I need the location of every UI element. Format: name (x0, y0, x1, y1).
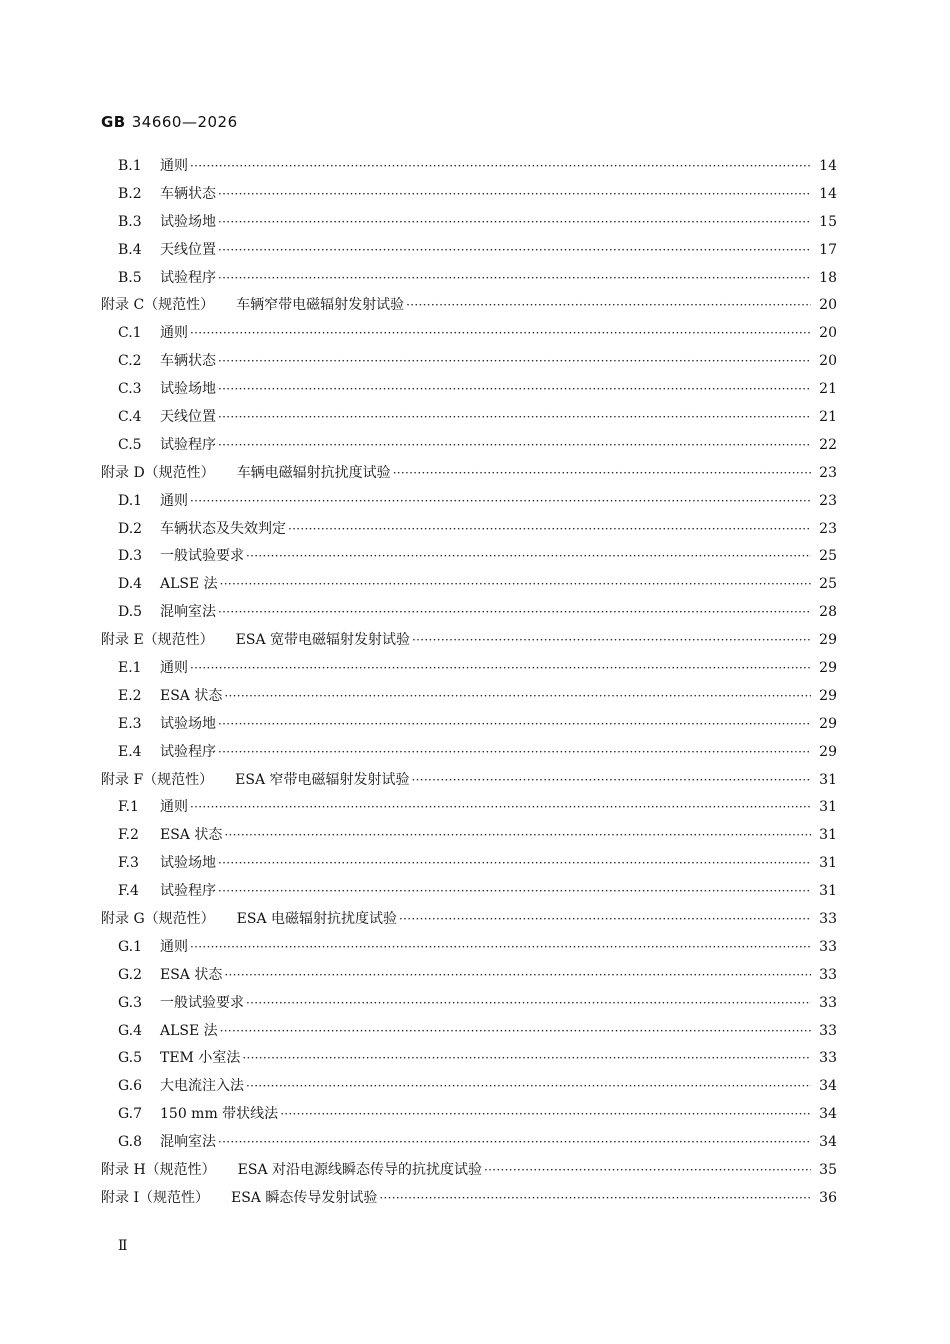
toc-entry-code: B.4 (118, 241, 142, 258)
toc-entry-code: C.2 (118, 353, 142, 370)
toc-leader-dots (412, 634, 811, 646)
toc-entry-page: 20 (819, 325, 837, 342)
toc-leader-dots (190, 662, 811, 674)
toc-leader-dots (190, 160, 811, 172)
toc-appendix-entry[interactable] (101, 291, 837, 319)
toc-leader-dots (190, 941, 811, 953)
toc-entry-page: 20 (819, 353, 837, 370)
toc-section-entry[interactable] (101, 849, 837, 877)
toc-leader-dots (190, 801, 811, 813)
toc-entry-code: F.4 (118, 883, 139, 900)
toc-leader-dots (246, 550, 811, 562)
toc-entry-title: 通则 (160, 157, 188, 174)
toc-entry-code: G.7 (118, 1106, 143, 1123)
toc-entry-page: 14 (819, 157, 837, 174)
toc-entry-page: 29 (819, 687, 837, 704)
toc-entry-code: 附录 E（规范性） (101, 632, 214, 649)
toc-entry-page: 29 (819, 743, 837, 760)
toc-entry-title: 通则 (160, 799, 188, 816)
toc-section-entry[interactable] (101, 654, 837, 682)
toc-leader-dots (218, 411, 811, 423)
toc-section-entry[interactable] (101, 933, 837, 961)
toc-entry-code: G.6 (118, 1078, 143, 1095)
toc-entry-title: ESA 瞬态传导发射试验 (230, 1189, 378, 1206)
table-of-contents (101, 152, 837, 1212)
toc-entry-page: 28 (819, 604, 837, 621)
toc-entry-title: 混响室法 (160, 1134, 216, 1151)
toc-appendix-entry[interactable] (101, 626, 837, 654)
toc-leader-dots (220, 578, 811, 590)
toc-entry-title: 试验场地 (160, 213, 216, 230)
toc-leader-dots (484, 1164, 811, 1176)
page-number: Ⅱ (118, 1238, 128, 1254)
toc-entry-title: 一般试验要求 (160, 994, 244, 1011)
toc-entry-page: 33 (819, 910, 837, 927)
toc-leader-dots (218, 355, 811, 367)
toc-section-entry[interactable] (101, 682, 837, 710)
toc-entry-title: 车辆窄带电磁辐射发射试验 (236, 297, 405, 314)
toc-entry-title: 车辆状态 (160, 185, 216, 202)
toc-entry-code: B.2 (118, 185, 142, 202)
toc-appendix-entry[interactable] (101, 1184, 837, 1212)
toc-leader-dots (218, 746, 811, 758)
toc-entry-title: ALSE 法 (160, 1022, 218, 1039)
toc-leader-dots (224, 690, 811, 702)
toc-entry-code: F.2 (118, 827, 139, 844)
toc-leader-dots (399, 913, 811, 925)
toc-entry-title: 150 mm 带状线法 (160, 1106, 279, 1123)
toc-section-entry[interactable] (101, 347, 837, 375)
toc-section-entry[interactable] (101, 821, 837, 849)
toc-section-entry[interactable] (101, 961, 837, 989)
toc-leader-dots (218, 383, 811, 395)
toc-entry-code: D.5 (118, 604, 143, 621)
toc-leader-dots (280, 1108, 811, 1120)
toc-entry-title: 试验场地 (160, 381, 216, 398)
toc-entry-page: 21 (819, 408, 837, 425)
toc-entry-code: G.4 (118, 1022, 143, 1039)
toc-section-entry[interactable] (101, 487, 837, 515)
toc-entry-code: G.5 (118, 1050, 143, 1067)
toc-entry-title: 天线位置 (160, 408, 216, 425)
toc-leader-dots (220, 1025, 811, 1037)
toc-entry-code: B.1 (118, 157, 142, 174)
toc-appendix-entry[interactable] (101, 1156, 837, 1184)
toc-entry-page: 31 (819, 827, 837, 844)
toc-entry-title: 一般试验要求 (160, 548, 244, 565)
toc-entry-page: 29 (819, 659, 837, 676)
toc-entry-code: 附录 I（规范性） (101, 1189, 209, 1206)
toc-entry-title: 试验程序 (160, 743, 216, 760)
toc-entry-page: 33 (819, 1050, 837, 1067)
toc-entry-title: ESA 电磁辐射抗扰度试验 (236, 910, 398, 927)
toc-leader-dots (218, 606, 811, 618)
toc-entry-code: E.2 (118, 687, 142, 704)
toc-entry-code: C.3 (118, 381, 142, 398)
toc-entry-title: ESA 状态 (160, 966, 223, 983)
toc-section-entry[interactable] (101, 1017, 837, 1045)
toc-section-entry[interactable] (101, 989, 837, 1017)
toc-section-entry[interactable] (101, 236, 837, 264)
toc-leader-dots (190, 327, 811, 339)
toc-entry-title: 通则 (160, 325, 188, 342)
toc-leader-dots (242, 1052, 811, 1064)
toc-entry-page: 33 (819, 938, 837, 955)
toc-entry-code: D.1 (118, 492, 143, 509)
toc-section-entry[interactable] (101, 738, 837, 766)
toc-entry-title: 车辆电磁辐射抗扰度试验 (236, 464, 391, 481)
toc-entry-page: 25 (819, 576, 837, 593)
toc-leader-dots (190, 495, 811, 507)
toc-entry-page: 20 (819, 297, 837, 314)
toc-section-entry[interactable] (101, 431, 837, 459)
toc-entry-page: 36 (819, 1189, 837, 1206)
toc-section-entry[interactable] (101, 793, 837, 821)
toc-entry-code: C.1 (118, 325, 142, 342)
toc-leader-dots (218, 244, 811, 256)
toc-entry-page: 29 (819, 632, 837, 649)
toc-leader-dots (218, 188, 811, 200)
toc-entry-title: 试验程序 (160, 436, 216, 453)
toc-section-entry[interactable] (101, 264, 837, 292)
toc-entry-title: ESA 窄带电磁辐射发射试验 (235, 771, 410, 788)
toc-entry-page: 25 (819, 548, 837, 565)
toc-entry-title: ESA 状态 (160, 827, 223, 844)
toc-section-entry[interactable] (101, 570, 837, 598)
toc-leader-dots (218, 272, 811, 284)
toc-entry-code: B.5 (118, 269, 142, 286)
toc-entry-code: B.3 (118, 213, 142, 230)
toc-section-entry[interactable] (101, 152, 837, 180)
toc-entry-title: 试验程序 (160, 269, 216, 286)
toc-section-entry[interactable] (101, 1045, 837, 1073)
toc-entry-page: 23 (819, 464, 837, 481)
toc-entry-page: 33 (819, 1022, 837, 1039)
toc-entry-page: 31 (819, 855, 837, 872)
toc-entry-code: D.3 (118, 548, 143, 565)
toc-leader-dots (288, 523, 811, 535)
toc-entry-title: 大电流注入法 (160, 1078, 244, 1095)
toc-entry-page: 34 (819, 1106, 837, 1123)
toc-entry-title: 试验场地 (160, 715, 216, 732)
toc-entry-page: 17 (819, 241, 837, 258)
toc-entry-title: 试验场地 (160, 855, 216, 872)
toc-entry-title: 通则 (160, 659, 188, 676)
toc-section-entry[interactable] (101, 1128, 837, 1156)
toc-entry-page: 31 (819, 771, 837, 788)
toc-entry-code: F.3 (118, 855, 139, 872)
toc-entry-page: 33 (819, 966, 837, 983)
toc-entry-page: 22 (819, 436, 837, 453)
toc-entry-page: 31 (819, 799, 837, 816)
toc-entry-page: 34 (819, 1078, 837, 1095)
toc-entry-code: 附录 D（规范性） (101, 464, 215, 481)
toc-entry-title: TEM 小室法 (160, 1050, 241, 1067)
toc-entry-code: C.4 (118, 408, 142, 425)
toc-entry-code: G.1 (118, 938, 143, 955)
toc-leader-dots (218, 216, 811, 228)
toc-leader-dots (218, 857, 811, 869)
toc-entry-code: 附录 C（规范性） (101, 297, 215, 314)
toc-entry-title: ALSE 法 (160, 576, 218, 593)
toc-entry-page: 35 (819, 1162, 837, 1178)
toc-section-entry[interactable] (101, 208, 837, 236)
toc-leader-dots (218, 885, 811, 897)
toc-appendix-entry[interactable] (101, 459, 837, 487)
toc-section-entry[interactable] (101, 515, 837, 543)
toc-entry-code: E.1 (118, 659, 142, 676)
toc-entry-page: 33 (819, 994, 837, 1011)
toc-entry-code: D.2 (118, 520, 143, 537)
toc-entry-title: ESA 对沿电源线瞬态传导的抗扰度试验 (237, 1162, 483, 1178)
toc-leader-dots (218, 439, 811, 451)
standard-prefix: GB (101, 113, 126, 131)
toc-entry-page: 18 (819, 269, 837, 286)
toc-entry-page: 34 (819, 1134, 837, 1151)
toc-entry-code: E.3 (118, 715, 142, 732)
toc-entry-page: 23 (819, 492, 837, 509)
toc-section-entry[interactable] (101, 180, 837, 208)
toc-leader-dots (406, 299, 811, 311)
toc-section-entry[interactable] (101, 1100, 837, 1128)
toc-entry-title: 混响室法 (160, 604, 216, 621)
toc-entry-page: 31 (819, 883, 837, 900)
toc-entry-page: 14 (819, 185, 837, 202)
toc-section-entry[interactable] (101, 542, 837, 570)
toc-entry-title: 车辆状态 (160, 353, 216, 370)
toc-entry-title: 试验程序 (160, 883, 216, 900)
toc-section-entry[interactable] (101, 877, 837, 905)
toc-section-entry[interactable] (101, 319, 837, 347)
standard-number: 34660—2026 (131, 113, 238, 131)
toc-leader-dots (379, 1192, 811, 1204)
toc-entry-code: G.8 (118, 1134, 143, 1151)
toc-entry-code: C.5 (118, 436, 142, 453)
toc-entry-page: 29 (819, 715, 837, 732)
toc-section-entry[interactable] (101, 375, 837, 403)
toc-entry-code: 附录 F（规范性） (101, 771, 214, 788)
toc-entry-code: G.3 (118, 994, 143, 1011)
toc-leader-dots (224, 969, 811, 981)
toc-leader-dots (246, 997, 811, 1009)
toc-entry-title: ESA 宽带电磁辐射发射试验 (235, 632, 411, 649)
toc-leader-dots (218, 718, 811, 730)
toc-entry-title: ESA 状态 (160, 687, 223, 704)
toc-leader-dots (218, 1136, 811, 1148)
toc-entry-title: 车辆状态及失效判定 (160, 520, 286, 537)
toc-section-entry[interactable] (101, 403, 837, 431)
toc-entry-title: 天线位置 (160, 241, 216, 258)
toc-section-entry[interactable] (101, 598, 837, 626)
toc-leader-dots (393, 467, 811, 479)
toc-entry-page: 15 (819, 213, 837, 230)
toc-entry-title: 通则 (160, 938, 188, 955)
document-header (101, 113, 238, 131)
toc-entry-code: 附录 G（规范性） (101, 910, 215, 927)
toc-section-entry[interactable] (101, 1072, 837, 1100)
toc-entry-code: E.4 (118, 743, 142, 760)
toc-section-entry[interactable] (101, 710, 837, 738)
toc-entry-page: 21 (819, 381, 837, 398)
toc-appendix-entry[interactable] (101, 766, 837, 794)
toc-leader-dots (412, 774, 811, 786)
toc-entry-code: 附录 H（规范性） (101, 1162, 216, 1178)
toc-leader-dots (224, 829, 811, 841)
toc-leader-dots (246, 1080, 811, 1092)
toc-entry-code: F.1 (118, 799, 139, 816)
toc-entry-title: 通则 (160, 492, 188, 509)
toc-appendix-entry[interactable] (101, 905, 837, 933)
toc-entry-page: 23 (819, 520, 837, 537)
toc-entry-code: D.4 (118, 576, 143, 593)
toc-entry-code: G.2 (118, 966, 143, 983)
